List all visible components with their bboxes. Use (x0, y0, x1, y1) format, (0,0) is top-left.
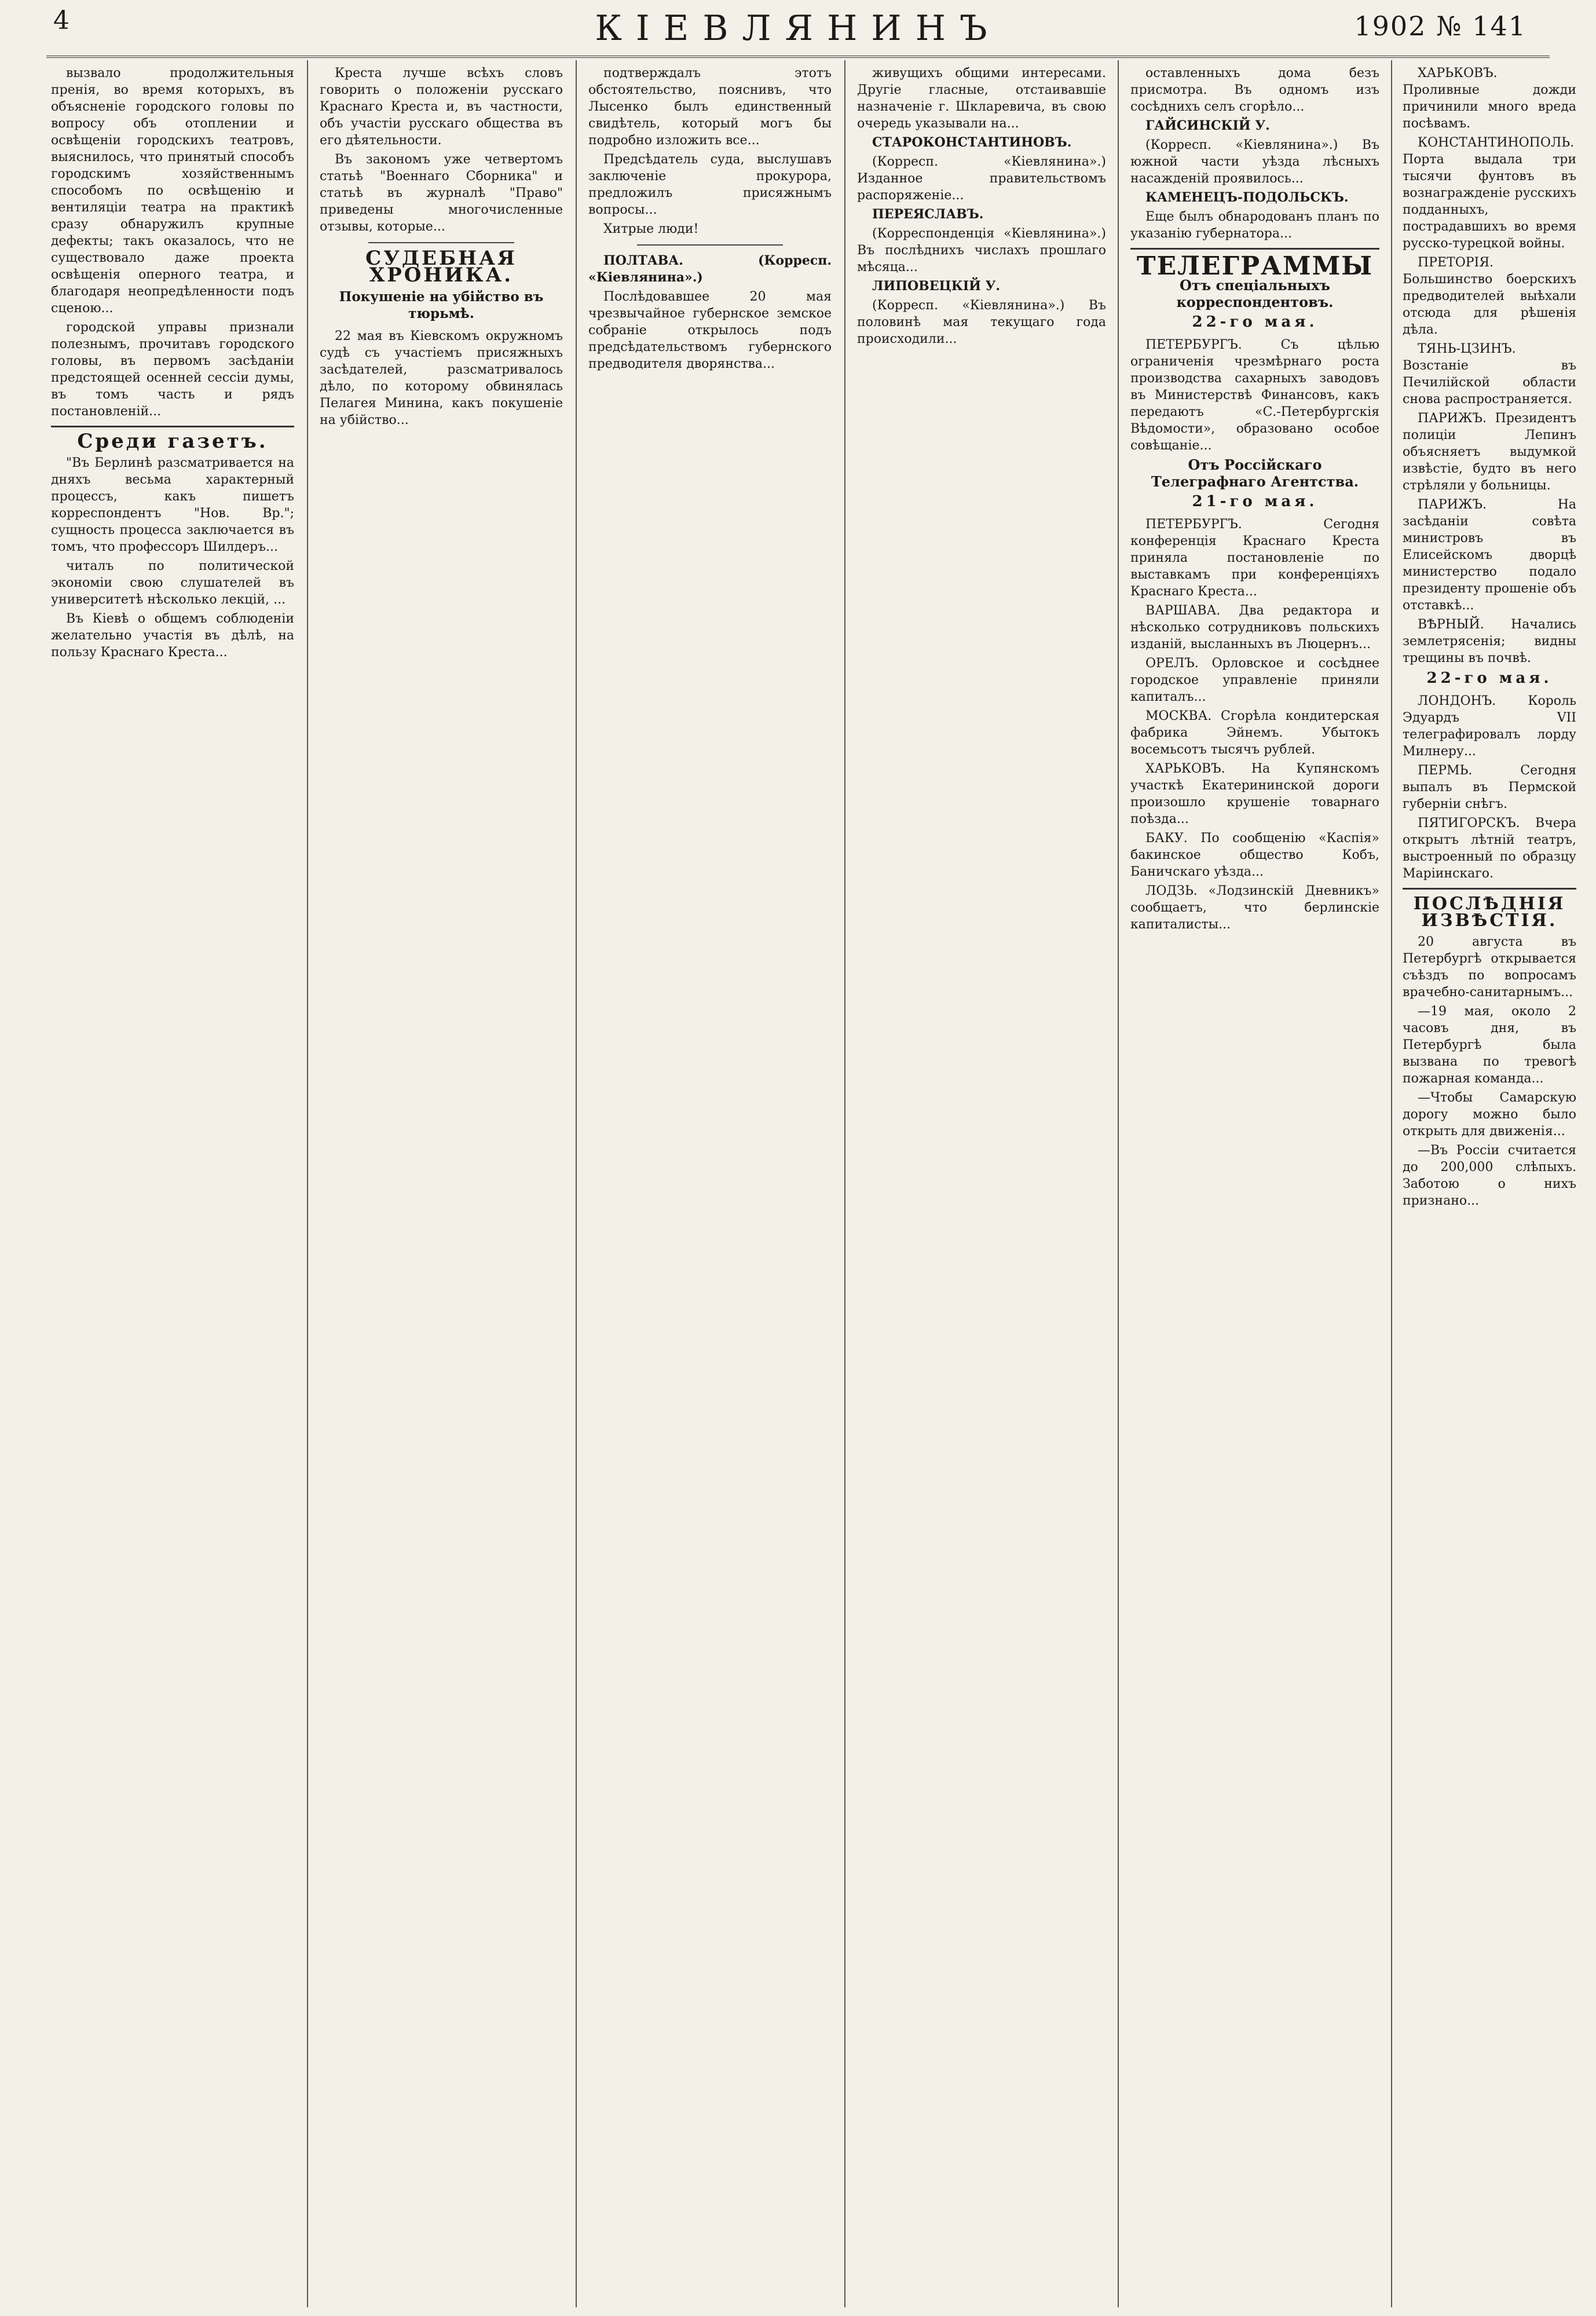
column-divider (1391, 60, 1392, 2307)
article-paragraph: читалъ по политической экономіи свою слушателей въ университетѣ нѣсколько лекцій, ... (51, 559, 294, 607)
article-paragraph: —Въ Россіи считается до 200,000 слѣпыхъ. Заботою о нихъ признано... (1403, 1143, 1576, 1208)
telegram-item: МОСКВА. Сгорѣла кондитерская фабрика Эйнемъ. Убытокъ восемьсотъ тысячъ рублей. (1130, 709, 1379, 757)
column-3 (588, 65, 832, 2300)
telegram-item: ПРЕТОРІЯ. Большинство боерскихъ предводителей выѣхали отсюда для рѣшенія дѣла. (1403, 255, 1576, 337)
article-subtitle: Покушеніе на убійство въ тюрьмѣ. (339, 289, 544, 321)
masthead-rule (46, 56, 1550, 58)
masthead (0, 0, 1596, 56)
column-6 (1403, 65, 1576, 2300)
article-paragraph: —Чтобы Самарскую дорогу можно было открыть для движенія... (1403, 1091, 1576, 1139)
article-paragraph: (Корресп. «Кіевлянина».) Въ южной части уѣзда лѣсныхъ насажденій проявилось... (1130, 138, 1379, 186)
issue-number: 1902 № 141 (1354, 10, 1527, 42)
newspaper-title: КІЕВЛЯНИНЪ (595, 8, 1001, 49)
article-paragraph: Послѣдовавшее 20 мая чрезвычайное губернское земское собраніе открылось подъ предсѣдательствомъ губернского предводителя дворянства... (588, 290, 832, 371)
article-paragraph: "Въ Берлинѣ разсматривается на дняхъ весьма характерный процессъ, какъ пишетъ корреспондентъ "Нов. Вр."; сущность процесса заключается въ томъ, что профессоръ Шилдеръ... (51, 456, 294, 554)
telegram-date: 22-го мая. (1426, 669, 1553, 687)
article-paragraph: —19 мая, около 2 часовъ дня, въ Петербургѣ была вызвана по тревогѣ пожарная команда... (1403, 1004, 1576, 1086)
article-paragraph: живущихъ общими интересами. Другіе гласные, отстаивавшіе назначеніе г. Шкларевича, въ свою очередь указывали на... (857, 66, 1106, 131)
telegram-item: ПЕТЕРБУРГЪ. Сегодня конференція Краснаго Креста приняла постановленіе по выставкамъ при конференціяхъ Краснаго Креста... (1130, 517, 1379, 599)
article-paragraph: Въ Кіевѣ о общемъ соблюденіи желательно участія въ дѣлѣ, на пользу Краснаго Креста... (51, 612, 294, 660)
article-paragraph: вызвало продолжительныя пренія, во время которыхъ, въ объясненіе городского головы по вопросу объ отоплении и освѣщеніи городскихъ театровъ, выяснилось, что принятый способъ городскимъ хозяйственнымъ способомъ по освѣщенію и вентиляціи театра на практикѣ сразу обнаружилъ крупные дефекты; такъ оказалось, что не существовало даже проекта освѣщенія оперного театра, и благодаря неопредѣленности подъ сценою... (51, 66, 294, 316)
section-rule (368, 242, 514, 243)
article-paragraph: (Корресп. «Кіевлянина».) Изданное правительствомъ распоряженіе... (857, 155, 1106, 203)
telegram-item: ПАРИЖЪ. Президентъ полиціи Лепинъ объясняетъ выдумкой извѣстіе, будто въ него стрѣляли у больницы. (1403, 411, 1576, 493)
telegram-item: ТЯНЬ-ЦЗИНЪ. Возстаніе въ Печилійской области снова распространяется. (1403, 342, 1576, 407)
dateline-gaisin: ГАЙСИНСКІЙ У. (1145, 118, 1270, 133)
dateline-starokonstantinov: СТАРОКОНСТАНТИНОВЪ. (872, 135, 1072, 150)
article-paragraph: городской управы признали полезнымъ, прочитавъ городского головы, въ первомъ засѣданіи предстоящей осенней сессіи думы, въ томъ часть и рядъ постановленій... (51, 320, 294, 419)
agency-heading: Отъ Россійскаго Телеграфнаго Агентства. (1151, 456, 1359, 490)
article-paragraph: оставленныхъ дома безъ присмотра. Въ одномъ изъ сосѣднихъ селъ сгорѣло... (1130, 66, 1379, 114)
telegram-item: ОРЕЛЪ. Орловское и сосѣднее городское управленіе приняли капиталъ... (1130, 656, 1379, 704)
article-paragraph: 22 мая въ Кіевскомъ окружномъ судѣ съ участіемъ присяжныхъ засѣдателей, разсматривалось дѣло, по которому обвинялась Пелагея Минина, какъ покушеніе на убійство... (320, 329, 563, 427)
telegram-item: ПАРИЖЪ. На засѣданіи совѣта министровъ въ Елисейскомъ дворцѣ министерство подало президенту прошеніе объ отставкѣ... (1403, 497, 1576, 613)
section-rule (1403, 888, 1576, 890)
telegram-item: БАКУ. По сообщенію «Каспія» бакинское общество Кобъ, Баничскаго уѣзда... (1130, 831, 1379, 879)
column-divider (844, 60, 845, 2307)
dateline-lipovets: ЛИПОВЕЦКІЙ У. (872, 279, 1001, 294)
telegram-item: ЛОНДОНЪ. Король Эдуардъ VII телеграфировалъ лорду Милнеру... (1403, 694, 1576, 759)
telegrams-subheading: Отъ спеціальныхъ корреспондентовъ. (1176, 277, 1334, 310)
telegram-item: ЛОДЗЬ. «Лодзинскій Дневникъ» сообщаетъ, что берлинскіе капиталисты... (1130, 884, 1379, 932)
column-divider (576, 60, 577, 2307)
section-rule (51, 426, 294, 427)
telegram-item: ВѢРНЫЙ. Начались землетрясенія; видны трещины въ почвѣ. (1403, 617, 1576, 665)
dateline-poltava: ПОЛТАВА. (Корресп. «Кіевлянина».) (588, 253, 832, 285)
telegram-date: 21-го мая. (1192, 493, 1318, 510)
dateline-kamenets: КАМЕНЕЦЪ-ПОДОЛЬСКЪ. (1145, 190, 1349, 205)
section-rule (637, 244, 783, 246)
telegrams-heading: ТЕЛЕГРАММЫ (1136, 251, 1374, 281)
telegram-item: ПЯТИГОРСКЪ. Вчера открытъ лѣтній театръ, выстроенный по образцу Маріинскаго. (1403, 816, 1576, 881)
dateline-pereyaslav: ПЕРЕЯСЛАВЪ. (872, 207, 984, 222)
article-paragraph: Еще былъ обнародованъ планъ по указанію губернатора... (1130, 210, 1379, 241)
column-1 (51, 65, 294, 2300)
article-paragraph: подтверждалъ этотъ обстоятельство, пояснивъ, что Лысенко былъ единственный свидѣтель, который могъ бы подробно изложить все... (588, 66, 832, 148)
column-divider (1118, 60, 1119, 2307)
page-number: 4 (53, 6, 69, 35)
article-paragraph: (Корреспонденція «Кіевлянина».) Въ послѣднихъ числахъ прошлаго мѣсяца... (857, 226, 1106, 275)
column-4 (857, 65, 1106, 2300)
column-5 (1130, 65, 1379, 2300)
column-divider (307, 60, 308, 2307)
section-rule (1130, 248, 1379, 250)
telegram-item: КОНСТАНТИНОПОЛЬ. Порта выдала три тысячи фунтовъ въ вознагражденіе русскихъ подданныхъ, пострадавшихъ во время русско-турецкой войны. (1403, 136, 1576, 251)
section-heading-court-chronicle: СУДЕБНАЯ ХРОНИКА. (365, 247, 517, 287)
telegram-item: ХАРЬКОВЪ. На Купянскомъ участкѣ Екатерининской дороги произошло крушеніе товарнаго поѣзда... (1130, 762, 1379, 826)
article-paragraph: (Корресп. «Кіевлянина».) Въ половинѣ мая текущаго года происходили... (857, 298, 1106, 346)
article-paragraph: Креста лучше всѣхъ словъ говорить о положеніи русскаго Краснаго Креста и, въ частности, объ участіи русскаго общества въ его дѣятельности. (320, 66, 563, 148)
article-paragraph: Хитрые люди! (603, 222, 699, 236)
telegram-item: ХАРЬКОВЪ. Проливные дожди причинили много вреда посѣвамъ. (1403, 66, 1576, 131)
telegram-item: ВАРШАВА. Два редактора и нѣсколько сотрудниковъ польскихъ изданій, высланныхъ въ Люцернъ... (1130, 603, 1379, 652)
telegram-date: 22-го мая. (1192, 313, 1318, 331)
section-heading-last-news: ПОСЛѢДНІЯ ИЗВѢСТІЯ. (1413, 894, 1566, 931)
article-paragraph: Въ закономъ уже четвертомъ статьѣ "Военнаго Сборника" и статьѣ въ журналѣ "Право" приведены многочисленные отзывы, которые... (320, 152, 563, 234)
telegram-item: ПЕРМЬ. Сегодня выпалъ въ Пермской губерніи снѣгъ. (1403, 763, 1576, 811)
telegram-item: ПЕТЕРБУРГЪ. Съ цѣлью ограниченія чрезмѣрнаго роста производства сахарныхъ заводовъ въ Министерствѣ Финансовъ, какъ передаютъ «С.-Петербургскія Вѣдомости», образовано особое совѣщаніе... (1130, 338, 1379, 453)
article-paragraph: 20 августа въ Петербургѣ открывается съѣздъ по вопросамъ врачебно-санитарнымъ... (1403, 935, 1576, 1000)
column-2 (320, 65, 563, 2300)
article-paragraph: Предсѣдатель суда, выслушавъ заключеніе прокурора, предложилъ присяжнымъ вопросы... (588, 152, 832, 217)
section-heading-sredi-gazet: Среди газетъ. (77, 430, 268, 453)
